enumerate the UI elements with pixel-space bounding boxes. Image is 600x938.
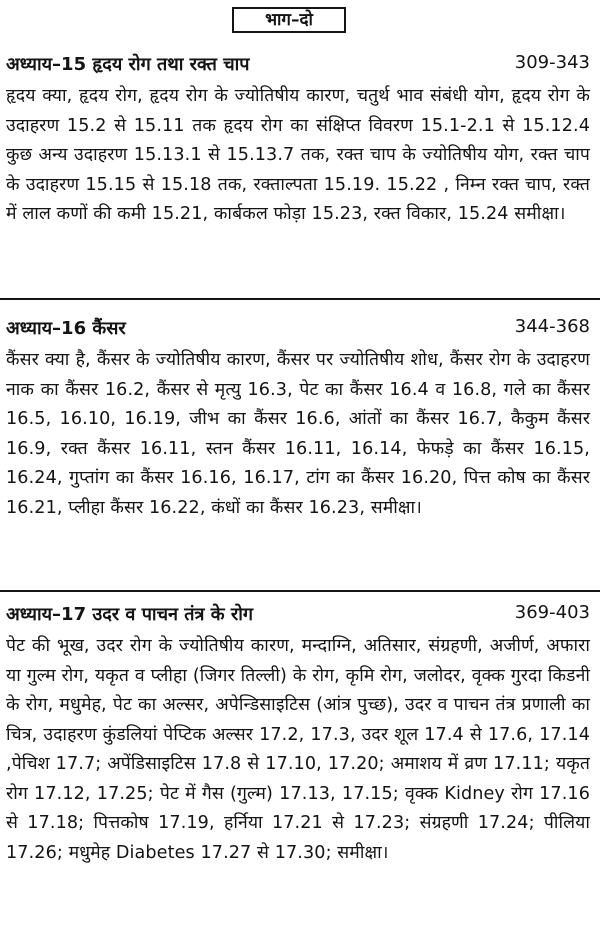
section-divider <box>0 590 600 592</box>
part-label: भाग–दो <box>232 7 346 33</box>
chapter-title: अध्याय–17 उदर व पाचन तंत्र के रोग <box>6 604 253 625</box>
chapter-pages: 369-403 <box>514 602 590 623</box>
chapter-description: पेट की भूख, उदर रोग के ज्योतिषीय कारण, मन्दाग्नि, अतिसार, संग्रहणी, अजीर्ण, अफारा या गुल्म रोग, यकृत व प्लीहा (जिगर तिल्ली) के रोग, कृमि रोग, जलोदर, वृक्क गुरदा किडनी के रोग, मधुमेह, पेट का अल्सर, अपेन्डिसाइटिस (आंत्र पुच्छ), उदर व पाचन तंत्र प्रणाली का चित्र, उदाहरण कुंडलियां पेप्टिक अल्सर 17.2, 17.3, उदर शूल 17.4 से 17.6, 17.14 ,पेचिश 17.7; अपेंडिसाइटिस 17.8 से 17.10, 17.20; अमाशय में व्रण 17.11; यकृत रोग 17.12, 17.25; पेट में गैस (गुल्म) 17.13, 17.15; वृक्क Kidney रोग 17.16 से 17.18; पित्तकोष 17.19, हर्निया 17.21 से 17.23; संग्रहणी 17.24; पीलिया 17.26; मधुमेह Diabetes 17.27 से 17.30; समीक्षा। <box>6 636 590 863</box>
chapter-title: अध्याय–16 कैंसर <box>6 318 126 339</box>
section-divider <box>0 298 600 300</box>
chapter-16 <box>6 316 590 523</box>
chapter-pages: 344-368 <box>514 316 590 337</box>
chapter-pages: 309-343 <box>514 52 590 73</box>
chapter-15 <box>6 52 590 230</box>
chapter-description: कैंसर क्या है, कैंसर के ज्योतिषीय कारण, कैंसर पर ज्योतिषीय शोध, कैंसर रोग के उदाहरण नाक का कैंसर 16.2, कैंसर से मृत्यु 16.3, पेट का कैंसर 16.4 व 16.8, गले का कैंसर 16.5, 16.10, 16.19, जीभ का कैंसर 16.6, आंतों का कैंसर 16.7, कैकुम कैंसर 16.9, रक्त कैंसर 16.11, स्तन कैंसर 16.11, 16.14, फेफड़े का कैंसर 16.15, 16.24, गुप्तांग का कैंसर 16.16, 16.17, टांग का कैंसर 16.20, पित्त कोष का कैंसर 16.21, प्लीहा कैंसर 16.22, कंधों का कैंसर 16.23, समीक्षा। <box>6 350 590 518</box>
chapter-description: हृदय क्या, हृदय रोग, हृदय रोग के ज्योतिषीय कारण, चतुर्थ भाव संबंधी योग, हृदय रोग के उदाहरण 15.2 से 15.11 तक हृदय रोग का संक्षिप्त विवरण 15.1-2.1 से 15.12.4 कुछ अन्य उदाहरण 15.13.1 से 15.13.7 तक, रक्त चाप के ज्योतिषीय योग, रक्त चाप के उदाहरण 15.15 से 15.18 तक, रक्ताल्पता 15.19. 15.22 , निम्न रक्त चाप, रक्त में लाल कणों की कमी 15.21, कार्बकल फोड़ा 15.23, रक्त विकार, 15.24 समीक्षा। <box>6 86 590 224</box>
chapter-17 <box>6 602 590 868</box>
chapter-title: अध्याय–15 हृदय रोग तथा रक्त चाप <box>6 54 250 75</box>
